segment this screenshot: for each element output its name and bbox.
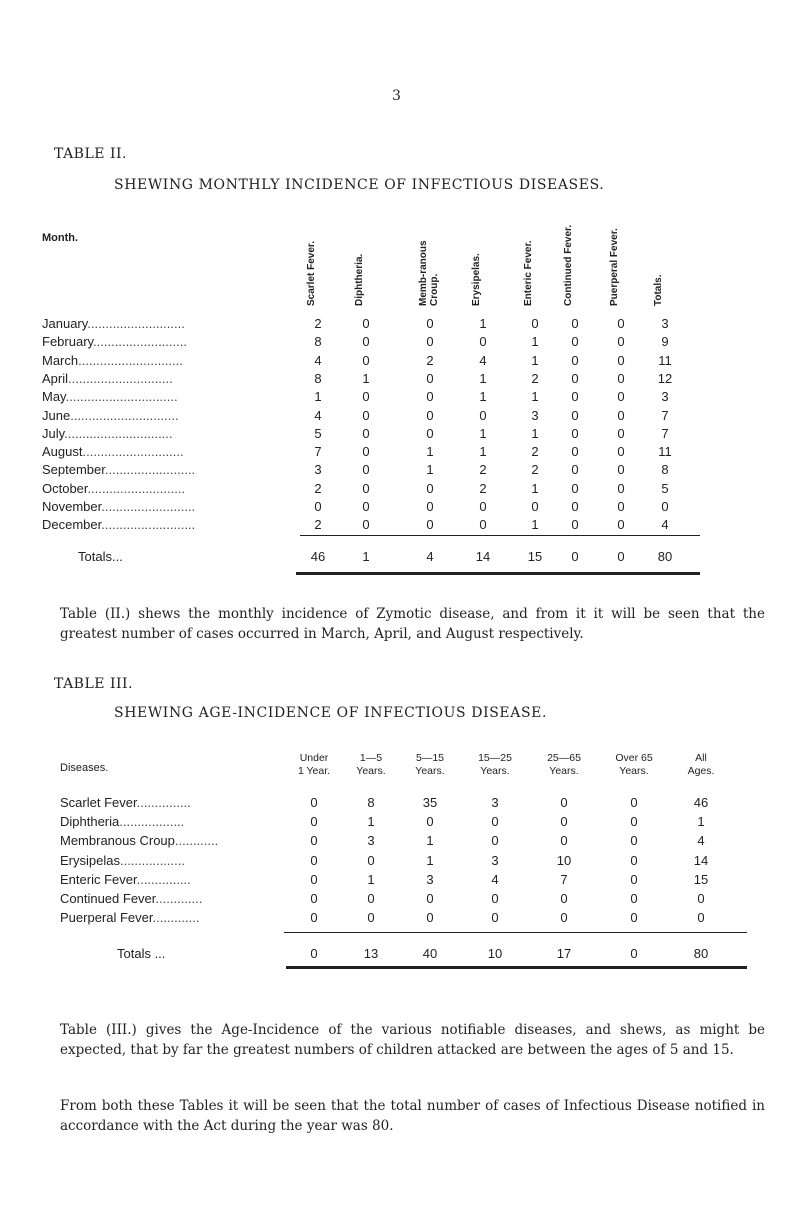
leader-dots: ............. — [155, 891, 203, 906]
table2-cell: 3 — [314, 462, 322, 478]
table3-cell: 0 — [310, 795, 318, 810]
col-header-line1: All — [695, 752, 707, 764]
table2-cell: 3 — [531, 407, 539, 423]
table2-row — [0, 371, 800, 389]
table3-disease-label — [60, 910, 199, 925]
table2-total-cell: 46 — [310, 549, 326, 564]
table2-cell: 0 — [571, 334, 579, 350]
table2-cell: 0 — [617, 334, 625, 350]
table2-cell: 0 — [617, 425, 625, 441]
col-header-line1: Over 65 — [615, 752, 653, 764]
table2-cell: 7 — [314, 444, 322, 460]
table2-cell: 0 — [617, 352, 625, 368]
month-name: February — [42, 334, 94, 350]
table2-cell: 0 — [362, 389, 370, 405]
table2-cell: 0 — [617, 462, 625, 478]
table2-label: TABLE II. — [54, 146, 127, 162]
table3-col-header — [599, 752, 669, 778]
table2-cell: 0 — [617, 370, 625, 386]
table2-cell: 8 — [661, 462, 669, 478]
table2-cell: 2 — [426, 352, 434, 368]
table2-total-cell: 14 — [475, 549, 491, 564]
table3-total-cell: 0 — [630, 946, 638, 961]
table2-cell: 1 — [479, 425, 487, 441]
table3-cell: 0 — [367, 891, 375, 906]
table3-cell: 15 — [693, 871, 709, 887]
table3-row — [0, 795, 800, 814]
table2-cell: 0 — [479, 334, 487, 350]
table3-cell: 3 — [491, 795, 499, 810]
table2-col-header: Diphtheria. — [354, 253, 365, 306]
table2-totals-label: Totals... — [78, 549, 123, 564]
table2-cell: 0 — [362, 462, 370, 478]
col-header-line2: 1 Year. — [297, 765, 331, 777]
table3-total-cell: 17 — [556, 946, 572, 961]
table2-total-cell: 4 — [426, 549, 434, 564]
table3-cell: 0 — [697, 910, 705, 926]
table2-cell: 11 — [658, 444, 672, 460]
table3-cell: 0 — [491, 833, 499, 849]
table2-cell: 0 — [617, 499, 625, 514]
month-name: April — [42, 370, 69, 386]
table2-cell: 0 — [362, 316, 370, 331]
leader-dots: ............. — [152, 910, 200, 926]
table3-row — [0, 853, 800, 872]
table3-col-header — [460, 752, 530, 778]
table2-cell: 5 — [314, 425, 322, 441]
table2-cell: 1 — [426, 462, 434, 478]
table3-cell: 0 — [310, 852, 318, 868]
table3-cell: 0 — [367, 852, 375, 868]
table2 — [0, 0, 800, 600]
table2-cell: 1 — [531, 389, 539, 405]
leader-dots: ............................. — [78, 352, 183, 368]
table2-cell: 0 — [362, 517, 370, 533]
disease-name: Continued Fever — [60, 891, 156, 906]
table3-total-cell: 80 — [693, 946, 709, 961]
table2-cell: 0 — [426, 499, 434, 514]
leader-dots: ............... — [136, 871, 191, 887]
table2-cell: 0 — [617, 316, 625, 331]
table3-cell: 1 — [367, 814, 375, 830]
table3-label: TABLE III. — [54, 676, 133, 692]
leader-dots: .................. — [119, 852, 185, 868]
table2-cell: 0 — [362, 499, 370, 514]
table2-cell: 9 — [661, 334, 669, 350]
table2-cell: 0 — [571, 480, 579, 496]
table2-cell: 3 — [661, 389, 669, 405]
month-name: March — [42, 352, 79, 368]
table2-cell: 0 — [362, 444, 370, 460]
table2-cell: 0 — [571, 499, 579, 514]
leader-dots: .............................. — [64, 425, 173, 441]
disease-name: Erysipelas — [60, 852, 120, 868]
table2-cell: 0 — [479, 517, 487, 533]
table2-row — [0, 316, 800, 334]
table2-cell: 0 — [571, 370, 579, 386]
leader-dots: ........................... — [87, 316, 185, 331]
month-name: July — [42, 425, 65, 441]
month-name: October — [42, 480, 88, 496]
table2-cell: 0 — [426, 370, 434, 386]
table3-cell: 35 — [422, 795, 438, 810]
table2-cell: 0 — [617, 517, 625, 533]
table2-cell: 1 — [531, 334, 539, 350]
table2-total-cell: 1 — [362, 549, 370, 564]
table2-col-header: Puerperal Fever. — [609, 228, 620, 306]
table3-disease-label — [60, 833, 218, 848]
table3-cell: 0 — [491, 910, 499, 926]
table3-title: SHEWING AGE-INCIDENCE OF INFECTIOUS DISEASE. — [114, 705, 548, 721]
table3-totals-rule — [284, 932, 747, 933]
table3-cell: 0 — [697, 891, 705, 906]
leader-dots: .............................. — [70, 407, 179, 423]
table2-cell: 0 — [617, 444, 625, 460]
table3-cell: 1 — [697, 814, 705, 830]
table3-total-cell: 13 — [363, 946, 379, 961]
table3-cell: 0 — [630, 833, 638, 849]
table2-cell: 2 — [314, 316, 322, 331]
table2-cell: 0 — [362, 407, 370, 423]
table2-cell: 0 — [426, 480, 434, 496]
table2-total-cell: 15 — [527, 549, 543, 564]
table3-cell: 8 — [367, 795, 375, 810]
table2-cell: 0 — [479, 407, 487, 423]
month-name: June — [42, 407, 71, 423]
table2-col-header: Continued Fever. — [563, 224, 574, 306]
table3-cell: 0 — [426, 910, 434, 926]
month-name: May — [42, 389, 66, 405]
table3-row — [0, 891, 800, 910]
table2-cell: 5 — [661, 480, 669, 496]
table3-cell: 0 — [426, 814, 434, 830]
table2-col-header: Enteric Fever. — [523, 240, 534, 306]
table2-cell: 0 — [617, 407, 625, 423]
table2-cell: 1 — [314, 389, 322, 405]
table2-cell: 1 — [531, 517, 539, 533]
table2-total-cell: 0 — [571, 549, 579, 564]
month-name: November — [42, 499, 102, 514]
table2-cell: 0 — [426, 517, 434, 533]
table2-month-label — [42, 353, 183, 368]
table3-cell: 0 — [491, 891, 499, 906]
table2-cell: 4 — [661, 517, 669, 533]
table2-title: SHEWING MONTHLY INCIDENCE OF INFECTIOUS DISEASES. — [114, 177, 605, 193]
table3-cell: 0 — [367, 910, 375, 926]
table2-cell: 1 — [479, 444, 487, 460]
leader-dots: ............ — [174, 833, 219, 849]
table2-cell: 0 — [571, 462, 579, 478]
table3-bottom-rule — [286, 966, 747, 969]
disease-name: Scarlet Fever — [60, 795, 137, 810]
table2-col-header: Memb-ranous Croup. — [418, 240, 440, 306]
table3-cell: 3 — [491, 852, 499, 868]
paragraph-table3-summary: Table (III.) gives the Age-Incidence of the various notifiable diseases, and shews, as might be expected, that by far the greatest numbers of children attacked are between the ages of 5 and 15. — [60, 1022, 765, 1058]
table3-cell: 0 — [630, 814, 638, 830]
leader-dots: .......................... — [101, 499, 196, 514]
table2-total-cell: 0 — [617, 549, 625, 564]
table2-month-label — [42, 517, 195, 532]
table2-cell: 7 — [661, 407, 669, 423]
col-header-line2: Years. — [415, 765, 445, 777]
table2-month-header: Month. — [42, 232, 79, 244]
table2-bottom-rule — [296, 572, 700, 575]
leader-dots: .................. — [119, 814, 185, 830]
leader-dots: ......................... — [104, 462, 196, 478]
table2-cell: 0 — [571, 352, 579, 368]
month-name: September — [42, 462, 105, 478]
table2-col-header: Totals. — [653, 274, 664, 306]
disease-name: Membranous Croup — [60, 833, 175, 849]
table2-cell: 0 — [362, 480, 370, 496]
disease-name: Puerperal Fever — [60, 910, 153, 926]
col-header-line1: 5—15 — [415, 752, 445, 764]
table3-disease-label — [60, 814, 184, 829]
table3-total-cell: 40 — [422, 946, 438, 961]
table2-month-label — [42, 426, 173, 441]
paragraph-table2-summary: Table (II.) shews the monthly incidence of Zymotic disease, and from it it will be seen that the greatest number of cases occurred in March, April, and August respectively. — [60, 606, 765, 642]
table2-cell: 3 — [661, 316, 669, 331]
table2-total-cell: 80 — [657, 549, 673, 564]
col-header-line1: 15—25 — [478, 752, 512, 764]
table2-col-header: Erysipelas. — [471, 253, 482, 306]
table2-month-label — [42, 444, 184, 459]
leader-dots: .......................... — [93, 334, 187, 350]
table2-row — [0, 462, 800, 480]
table2-cell: 1 — [531, 480, 539, 496]
table3-total-cell: 0 — [310, 946, 318, 961]
table3-cell: 0 — [560, 910, 568, 926]
table2-cell: 0 — [362, 334, 370, 350]
leader-dots: ............................... — [65, 389, 178, 405]
table2-cell: 4 — [314, 352, 322, 368]
table2-cell: 0 — [426, 334, 434, 350]
table3-col-header — [666, 752, 736, 778]
table2-cell: 1 — [531, 425, 539, 441]
table3-cell: 0 — [630, 891, 638, 906]
col-header-line1: 1—5 — [359, 752, 383, 764]
leader-dots: ............................. — [68, 370, 173, 386]
table2-cell: 0 — [314, 499, 322, 514]
table3-disease-label — [60, 853, 185, 868]
table2-cell: 2 — [314, 517, 322, 533]
disease-name: Enteric Fever — [60, 871, 137, 887]
table2-month-label — [42, 462, 195, 477]
table2-cell: 0 — [531, 316, 539, 331]
table2-month-label — [42, 481, 185, 496]
col-header-line2: Years. — [549, 765, 579, 777]
table3-cell: 1 — [367, 871, 375, 887]
table2-cell: 1 — [362, 370, 370, 386]
table2-row — [0, 444, 800, 462]
table3-cell: 0 — [310, 814, 318, 830]
table3-cell: 14 — [693, 852, 709, 868]
table2-totals-rule — [300, 535, 700, 536]
table2-cell: 2 — [531, 444, 539, 460]
table2-month-label — [42, 334, 187, 349]
table2-cell: 0 — [362, 352, 370, 368]
table3-col-header — [395, 752, 465, 778]
table2-row — [0, 481, 800, 499]
table2-cell: 0 — [617, 389, 625, 405]
table2-cell: 2 — [479, 480, 487, 496]
table3-cell: 0 — [630, 852, 638, 868]
table2-row — [0, 517, 800, 535]
table2-cell: 12 — [657, 370, 673, 386]
table2-row — [0, 334, 800, 352]
table2-cell: 7 — [661, 425, 669, 441]
table2-month-label — [42, 389, 178, 404]
table3-cell: 0 — [630, 871, 638, 887]
table2-cell: 0 — [571, 389, 579, 405]
month-name: January — [42, 316, 88, 331]
col-header-line2: Years. — [356, 765, 386, 777]
table3-col-header — [529, 752, 599, 778]
table2-cell: 11 — [658, 352, 672, 368]
table3-cell: 7 — [560, 871, 568, 887]
table3-row — [0, 833, 800, 852]
table2-cell: 1 — [426, 444, 434, 460]
table3-cell: 0 — [630, 795, 638, 810]
table2-cell: 0 — [571, 444, 579, 460]
leader-dots: .......................... — [101, 517, 196, 533]
table2-month-label — [42, 371, 173, 386]
table2-row — [0, 408, 800, 426]
table2-cell: 1 — [479, 370, 487, 386]
table3-totals-label: Totals ... — [117, 946, 166, 961]
table2-month-label — [42, 499, 195, 514]
table3-cell: 3 — [426, 871, 434, 887]
table3-cell: 0 — [310, 833, 318, 849]
table3-disease-label — [60, 872, 191, 887]
table3-cell: 0 — [560, 795, 568, 810]
table2-cell: 2 — [479, 462, 487, 478]
table3-disease-label — [60, 891, 202, 906]
table3-cell: 4 — [697, 833, 705, 849]
table3-cell: 0 — [310, 871, 318, 887]
table3-cell: 0 — [491, 814, 499, 830]
leader-dots: ........................... — [87, 480, 186, 496]
table2-month-label — [42, 408, 179, 423]
table3-cell: 3 — [367, 833, 375, 849]
table3-cell: 0 — [560, 833, 568, 849]
table3-cell: 0 — [310, 891, 318, 906]
table2-cell: 0 — [426, 316, 434, 331]
table2-col-header: Scarlet Fever. — [306, 240, 317, 306]
table3-disease-label — [60, 795, 191, 810]
table2-cell: 0 — [661, 499, 669, 514]
table2-cell: 0 — [426, 389, 434, 405]
col-header-line2: Ages. — [687, 765, 715, 777]
table2-cell: 2 — [314, 480, 322, 496]
col-header-line2: Years. — [480, 765, 510, 777]
table2-cell: 0 — [426, 425, 434, 441]
table3-cell: 4 — [491, 871, 499, 887]
table3-cell: 0 — [560, 814, 568, 830]
table2-cell: 1 — [479, 316, 487, 331]
table3-diseases-header: Diseases. — [60, 762, 109, 774]
col-header-line2: Years. — [619, 765, 649, 777]
table2-row — [0, 389, 800, 407]
table2-row — [0, 353, 800, 371]
table3-cell: 0 — [630, 910, 638, 926]
table2-cell: 1 — [479, 389, 487, 405]
col-header-line1: Under — [299, 752, 329, 764]
table2-cell: 1 — [531, 352, 539, 368]
table2-cell: 0 — [479, 499, 487, 514]
table3-cell: 46 — [693, 795, 709, 810]
table2-cell: 0 — [571, 425, 579, 441]
table3-cell: 1 — [426, 833, 434, 849]
table2-cell: 0 — [571, 407, 579, 423]
table3-cell: 0 — [426, 891, 434, 906]
table2-month-label — [42, 316, 185, 331]
table2-cell: 0 — [531, 499, 539, 514]
table2-cell: 4 — [479, 352, 487, 368]
table3-cell: 1 — [426, 852, 434, 868]
table2-cell: 4 — [314, 407, 322, 423]
table3-row — [0, 872, 800, 891]
table3-total-cell: 10 — [487, 946, 503, 961]
table2-cell: 8 — [314, 370, 322, 386]
month-name: August — [42, 444, 83, 460]
table2-cell: 0 — [571, 517, 579, 533]
table3-row — [0, 814, 800, 833]
table2-cell: 0 — [571, 316, 579, 331]
table2-row — [0, 426, 800, 444]
table2-cell: 8 — [314, 334, 322, 350]
table2-cell: 2 — [531, 370, 539, 386]
leader-dots: ............................ — [82, 444, 184, 460]
paragraph-total-notified: From both these Tables it will be seen that the total number of cases of Infectious Disease notified in accordance with the Act during the year was 80. — [60, 1098, 765, 1134]
table3-cell: 0 — [560, 891, 568, 906]
table3-row — [0, 910, 800, 929]
table2-row — [0, 499, 800, 517]
table2-cell: 0 — [426, 407, 434, 423]
table2-cell: 0 — [362, 425, 370, 441]
table2-cell: 2 — [531, 462, 539, 478]
month-name: December — [42, 517, 102, 533]
table3-cell: 0 — [310, 910, 318, 926]
col-header-line1: 25—65 — [547, 752, 581, 764]
page-number: 3 — [392, 88, 401, 104]
disease-name: Diphtheria — [60, 814, 120, 830]
table2-cell: 0 — [617, 480, 625, 496]
table3-cell: 10 — [556, 852, 572, 868]
leader-dots: ............... — [136, 795, 191, 810]
